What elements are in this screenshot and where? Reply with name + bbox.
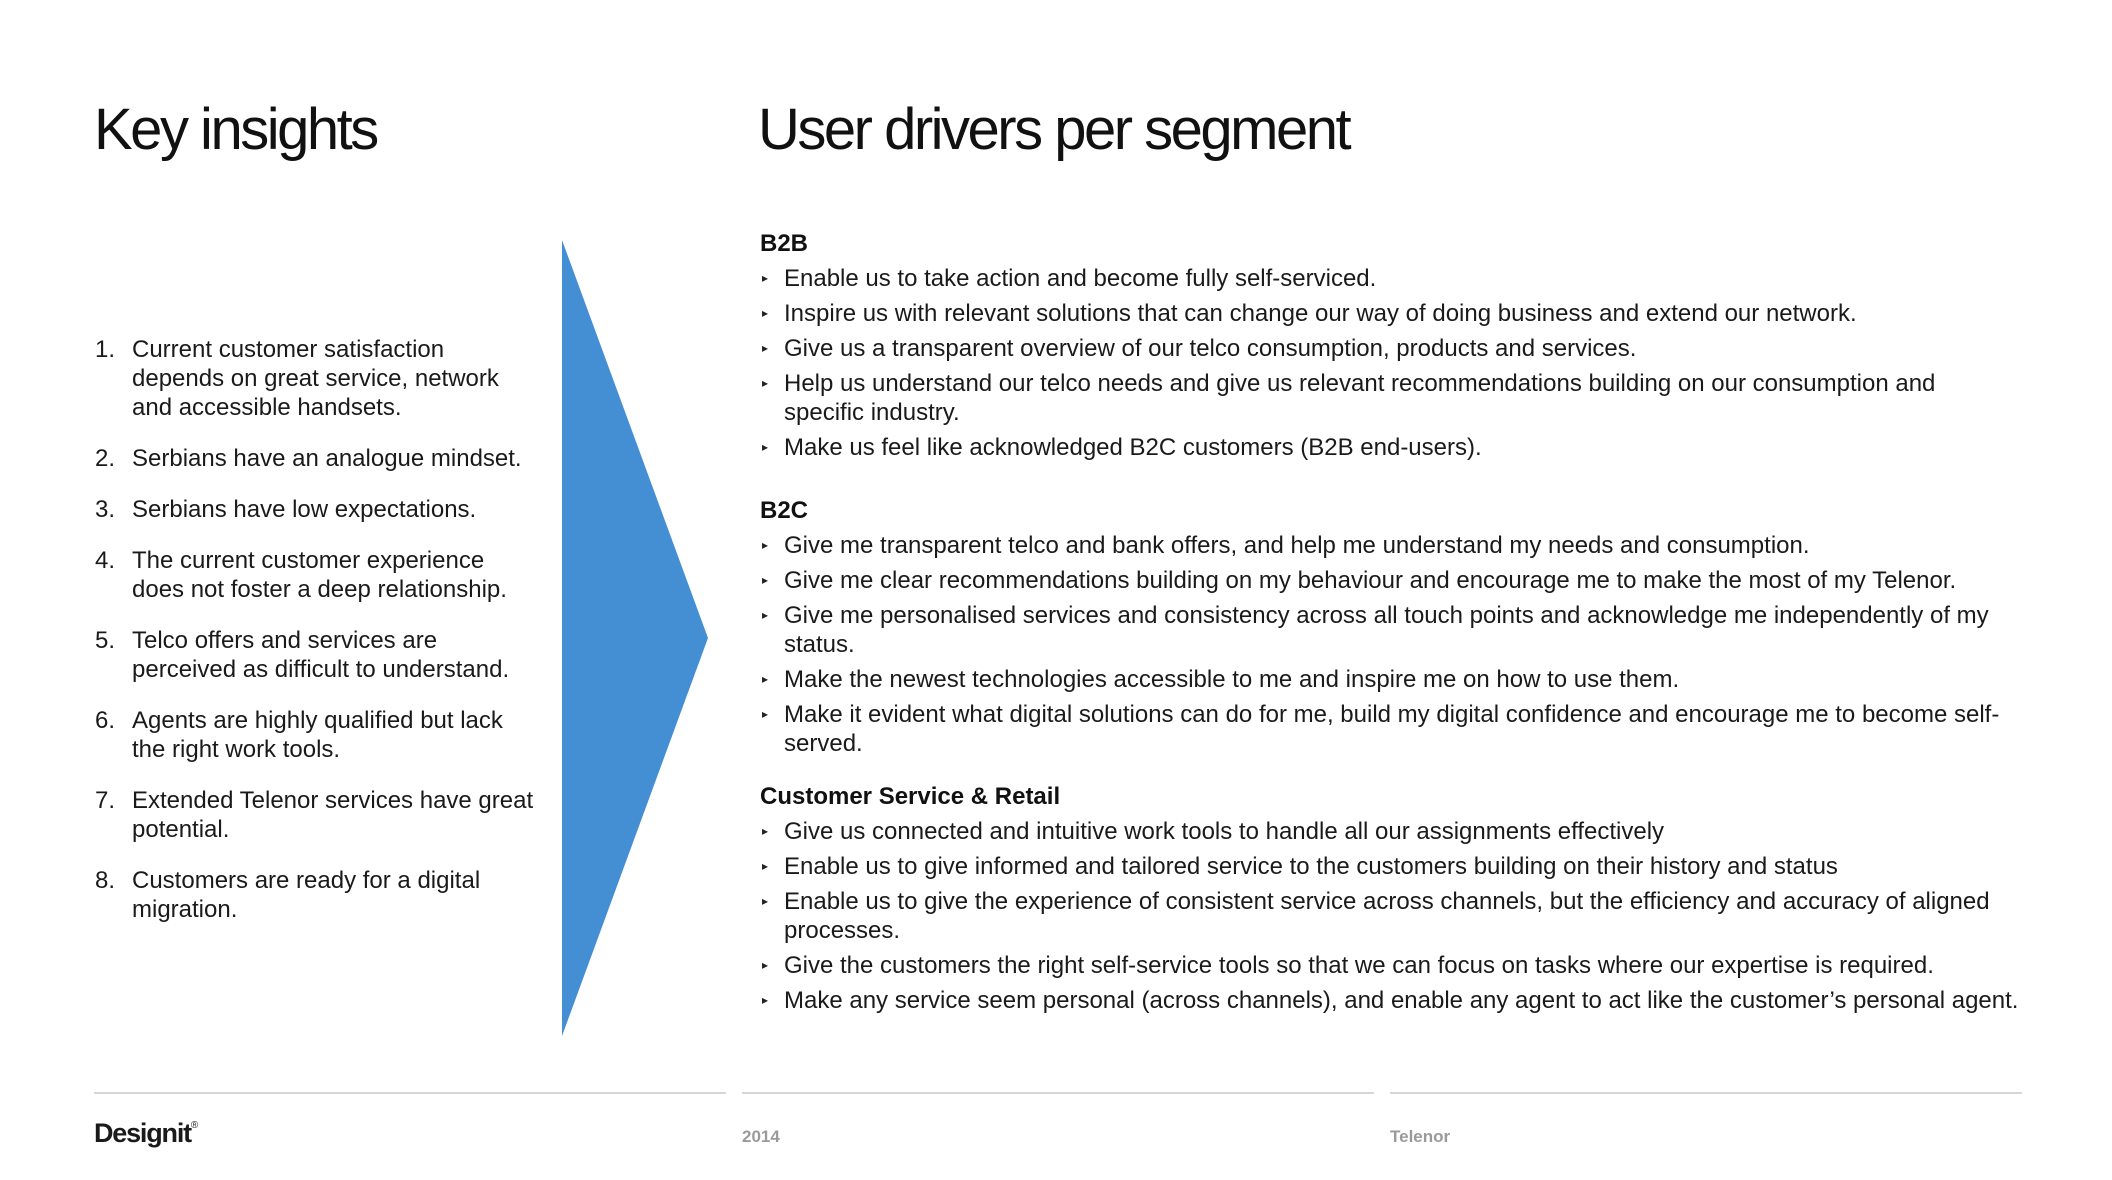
- bullet-icon: ▸: [762, 672, 769, 686]
- insight-number: 5.: [95, 627, 116, 654]
- driver-text: Give us connected and intuitive work tools to handle all our assignments effectively: [784, 818, 1665, 845]
- user-drivers-title: User drivers per segment: [758, 97, 1350, 162]
- insight-item: [95, 866, 535, 924]
- insight-text: The current customer experience does not foster a deep relationship.: [132, 547, 507, 603]
- insight-item: [95, 335, 535, 422]
- driver-text: Give me personalised services and consistency across all touch points and acknowledge me independently of my status.: [784, 602, 1989, 658]
- bullet-icon: ▸: [762, 993, 769, 1007]
- key-insights-title: Key insights: [94, 97, 377, 162]
- insight-item: [95, 546, 535, 604]
- chevron-arrow-shape: [562, 240, 708, 1036]
- driver-item: [760, 852, 2020, 881]
- segment-b2b: [760, 229, 2020, 462]
- insight-text: Extended Telenor services have great potential.: [132, 787, 534, 843]
- driver-item: [760, 433, 2020, 462]
- insight-item: [95, 495, 535, 524]
- driver-text: Help us understand our telco needs and give us relevant recommendations building on our consumption and specific industry.: [784, 370, 1936, 426]
- bullet-icon: ▸: [762, 538, 769, 552]
- bullet-icon: ▸: [762, 440, 769, 454]
- insight-text: Telco offers and services are perceived as difficult to understand.: [132, 627, 510, 683]
- segments-panel: [760, 229, 2020, 1049]
- driver-text: Give me clear recommendations building on my behaviour and encourage me to make the most of my Telenor.: [784, 567, 1957, 594]
- driver-item: [760, 369, 2020, 427]
- bullet-icon: ▸: [762, 707, 769, 721]
- footer-year: 2014: [742, 1127, 780, 1146]
- insight-text: Current customer satisfaction depends on great service, network and accessible handsets.: [132, 336, 499, 421]
- footer-divider: [742, 1092, 1374, 1094]
- insight-item: [95, 444, 535, 473]
- segment-b2c-list: [760, 531, 2020, 758]
- segment-cs-title: Customer Service & Retail: [760, 783, 1061, 810]
- insight-item: [95, 626, 535, 684]
- driver-text: Make any service seem personal (across channels), and enable any agent to act like the customer’s personal agent.: [784, 987, 2019, 1014]
- bullet-icon: ▸: [762, 341, 769, 355]
- driver-text: Enable us to take action and become fully self-serviced.: [784, 265, 1377, 292]
- bullet-icon: ▸: [762, 608, 769, 622]
- driver-text: Give us a transparent overview of our telco consumption, products and services.: [784, 335, 1637, 362]
- designit-logo: [94, 1118, 198, 1149]
- driver-item: [760, 299, 2020, 328]
- footer-divider: [94, 1092, 726, 1094]
- insight-number: 3.: [95, 496, 116, 523]
- chevron-arrow-icon: [557, 238, 709, 1038]
- insight-text: Agents are highly qualified but lack the right work tools.: [132, 707, 503, 763]
- driver-item: [760, 334, 2020, 363]
- bullet-icon: ▸: [762, 894, 769, 908]
- insight-text: Serbians have an analogue mindset.: [132, 445, 522, 472]
- segment-b2b-list: [760, 264, 2020, 462]
- segment-b2b-title: B2B: [760, 230, 809, 257]
- insight-text: Serbians have low expectations.: [132, 496, 477, 523]
- driver-item: [760, 887, 2020, 945]
- bullet-icon: ▸: [762, 824, 769, 838]
- bullet-icon: ▸: [762, 376, 769, 390]
- bullet-icon: ▸: [762, 859, 769, 873]
- driver-text: Give the customers the right self-service tools so that we can focus on tasks where our expertise is required.: [784, 952, 1934, 979]
- driver-text: Make it evident what digital solutions can do for me, build my digital confidence and encourage me to become self-served.: [784, 701, 2000, 757]
- driver-item: [760, 566, 2020, 595]
- footer-divider: [1390, 1092, 2022, 1094]
- driver-text: Give me transparent telco and bank offers, and help me understand my needs and consumption.: [784, 532, 1810, 559]
- driver-text: Make us feel like acknowledged B2C customers (B2B end-users).: [784, 434, 1482, 461]
- segment-customer-service: [760, 782, 2020, 1015]
- registered-mark: ®: [190, 1120, 199, 1131]
- insight-number: 8.: [95, 867, 116, 894]
- footer-client: Telenor: [1390, 1127, 1451, 1146]
- bullet-icon: ▸: [762, 958, 769, 972]
- driver-item: [760, 601, 2020, 659]
- insight-item: [95, 706, 535, 764]
- driver-text: Make the newest technologies accessible to me and inspire me on how to use them.: [784, 666, 1680, 693]
- insight-number: 7.: [95, 787, 116, 814]
- insights-list: [95, 335, 535, 946]
- insight-number: 1.: [95, 336, 116, 363]
- insight-number: 4.: [95, 547, 116, 574]
- segment-b2c: [760, 496, 2020, 758]
- driver-item: [760, 986, 2020, 1015]
- driver-item: [760, 531, 2020, 560]
- insight-number: 6.: [95, 707, 116, 734]
- driver-item: [760, 264, 2020, 293]
- driver-item: [760, 665, 2020, 694]
- segment-b2c-title: B2C: [760, 497, 809, 524]
- bullet-icon: ▸: [762, 573, 769, 587]
- driver-item: [760, 951, 2020, 980]
- logo-text: Designit: [94, 1118, 191, 1148]
- driver-item: [760, 700, 2020, 758]
- driver-text: Enable us to give the experience of consistent service across channels, but the efficiency and accuracy of aligned processes.: [784, 888, 1990, 944]
- insight-number: 2.: [95, 445, 116, 472]
- bullet-icon: ▸: [762, 271, 769, 285]
- driver-text: Inspire us with relevant solutions that can change our way of doing business and extend our network.: [784, 300, 1857, 327]
- insight-text: Customers are ready for a digital migration.: [132, 867, 481, 923]
- insight-item: [95, 786, 535, 844]
- bullet-icon: ▸: [762, 306, 769, 320]
- driver-text: Enable us to give informed and tailored service to the customers building on their history and status: [784, 853, 1838, 880]
- segment-cs-list: [760, 817, 2020, 1015]
- driver-item: [760, 817, 2020, 846]
